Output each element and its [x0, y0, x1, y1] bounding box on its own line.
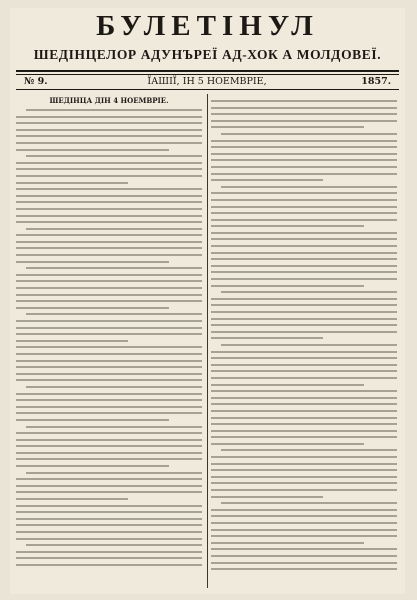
newspaper-page	[10, 8, 405, 594]
text-line	[211, 271, 397, 273]
text-line	[211, 179, 323, 181]
text-line	[211, 173, 397, 175]
text-line	[211, 146, 397, 148]
text-line	[16, 142, 202, 144]
text-line	[211, 410, 397, 412]
text-line	[211, 377, 397, 379]
text-line	[16, 564, 202, 566]
masthead-title: БУЛЕТІНУЛ	[96, 10, 319, 42]
text-line	[16, 379, 202, 381]
text-line	[211, 463, 397, 465]
text-line	[211, 278, 397, 280]
text-line	[16, 234, 202, 236]
text-line	[16, 412, 202, 414]
text-line	[211, 192, 397, 194]
text-line	[26, 426, 202, 428]
text-line	[211, 324, 397, 326]
text-line	[211, 311, 397, 313]
text-line	[16, 201, 202, 203]
column-divider	[207, 94, 208, 588]
text-line	[16, 149, 169, 151]
text-line	[16, 485, 202, 487]
text-line	[16, 294, 202, 296]
text-line	[16, 373, 202, 375]
text-line	[26, 313, 202, 315]
text-line	[211, 562, 397, 564]
text-line	[211, 126, 364, 128]
text-line	[211, 245, 397, 247]
text-line	[16, 538, 202, 540]
text-line	[16, 366, 202, 368]
text-line	[16, 261, 169, 263]
text-line	[211, 304, 397, 306]
text-line	[16, 254, 202, 256]
header-bottom-rule	[16, 89, 399, 90]
text-line	[211, 265, 397, 267]
text-line	[211, 298, 397, 300]
masthead-rule-thin	[16, 74, 399, 75]
text-line	[16, 195, 202, 197]
text-line	[211, 443, 364, 445]
text-line	[16, 452, 202, 454]
text-line	[16, 300, 202, 302]
text-line	[211, 482, 397, 484]
text-line	[16, 432, 202, 434]
text-line	[221, 291, 397, 293]
text-line	[16, 399, 202, 401]
text-line	[211, 515, 397, 517]
text-line	[221, 502, 397, 504]
text-line	[16, 241, 202, 243]
text-line	[211, 107, 397, 109]
text-line	[211, 555, 397, 557]
text-line	[26, 544, 202, 546]
text-line	[16, 247, 202, 249]
text-line	[211, 159, 397, 161]
text-line	[211, 456, 397, 458]
text-line	[211, 548, 397, 550]
text-line	[16, 406, 202, 408]
text-line	[16, 340, 128, 342]
issue-date: ЇАШІЇ, ІН 5 НОЕМВРІЕ,	[147, 76, 267, 87]
text-line	[16, 287, 202, 289]
text-line	[16, 491, 202, 493]
text-line	[221, 133, 397, 135]
text-line	[211, 509, 397, 511]
text-line	[16, 524, 202, 526]
session-heading: ШЕДІНЦА ДІН 4 НОЕМВРІЕ.	[49, 96, 169, 105]
text-line	[211, 417, 397, 419]
left-column	[16, 96, 202, 588]
text-line	[211, 384, 364, 386]
text-line	[16, 307, 169, 309]
text-line	[26, 472, 202, 474]
text-line	[16, 360, 202, 362]
text-line	[26, 228, 202, 230]
text-line	[211, 318, 397, 320]
text-line	[16, 327, 202, 329]
text-line	[211, 285, 364, 287]
text-line	[16, 393, 202, 395]
text-line	[211, 219, 397, 221]
text-line	[16, 274, 202, 276]
text-line	[211, 496, 323, 498]
issue-year: 1857.	[361, 76, 391, 87]
text-line	[211, 357, 397, 359]
text-line	[211, 166, 397, 168]
text-line	[16, 419, 169, 421]
text-line	[26, 386, 202, 388]
text-line	[221, 449, 397, 451]
text-line	[16, 182, 128, 184]
text-line	[26, 155, 202, 157]
text-line	[211, 476, 397, 478]
text-line	[16, 518, 202, 520]
text-line	[16, 458, 202, 460]
text-line	[211, 153, 397, 155]
text-line	[16, 122, 202, 124]
text-line	[211, 100, 397, 102]
text-line	[16, 162, 202, 164]
text-line	[16, 129, 202, 131]
text-line	[16, 346, 202, 348]
text-line	[211, 423, 397, 425]
text-line	[211, 436, 397, 438]
text-line	[211, 364, 397, 366]
text-line	[211, 212, 397, 214]
text-line	[211, 351, 397, 353]
issue-number: № 9.	[24, 76, 48, 87]
text-line	[211, 430, 397, 432]
text-line	[16, 116, 202, 118]
text-line	[16, 551, 202, 553]
text-line	[211, 522, 397, 524]
text-line	[211, 331, 397, 333]
text-line	[211, 568, 397, 570]
text-line	[16, 465, 169, 467]
text-line	[16, 208, 202, 210]
text-line	[211, 120, 397, 122]
text-line	[211, 542, 364, 544]
text-line	[26, 267, 202, 269]
text-line	[16, 353, 202, 355]
text-line	[16, 505, 202, 507]
text-line	[16, 280, 202, 282]
text-line	[211, 390, 397, 392]
text-line	[211, 232, 397, 234]
text-line	[211, 529, 397, 531]
text-line	[16, 498, 128, 500]
text-line	[211, 469, 397, 471]
text-line	[211, 337, 323, 339]
text-line	[16, 188, 202, 190]
text-line	[211, 252, 397, 254]
text-line	[211, 397, 397, 399]
text-line	[211, 489, 397, 491]
right-column	[211, 96, 397, 588]
text-line	[211, 225, 364, 227]
text-line	[211, 206, 397, 208]
left-column-text	[16, 109, 202, 566]
text-line	[16, 320, 202, 322]
text-line	[221, 186, 397, 188]
masthead-rule-thick	[16, 70, 399, 72]
text-line	[16, 168, 202, 170]
text-line	[211, 140, 397, 142]
text-line	[211, 113, 397, 115]
text-line	[16, 333, 202, 335]
text-line	[16, 439, 202, 441]
text-line	[16, 215, 202, 217]
text-line	[211, 199, 397, 201]
right-column-text	[211, 100, 397, 570]
text-line	[211, 238, 397, 240]
text-line	[26, 109, 202, 111]
masthead-subtitle: ШЕДІНЦЕЛОР АДУНЪРЕЇ АД-ХОК А МОЛДОВЕЇ.	[33, 47, 382, 62]
text-line	[211, 535, 397, 537]
text-line	[16, 445, 202, 447]
text-line	[16, 175, 202, 177]
text-line	[16, 531, 202, 533]
text-line	[211, 403, 397, 405]
text-line	[221, 344, 397, 346]
text-line	[211, 370, 397, 372]
text-line	[16, 221, 202, 223]
text-line	[16, 511, 202, 513]
text-line	[211, 258, 397, 260]
text-line	[16, 478, 202, 480]
text-line	[16, 557, 202, 559]
text-line	[16, 135, 202, 137]
